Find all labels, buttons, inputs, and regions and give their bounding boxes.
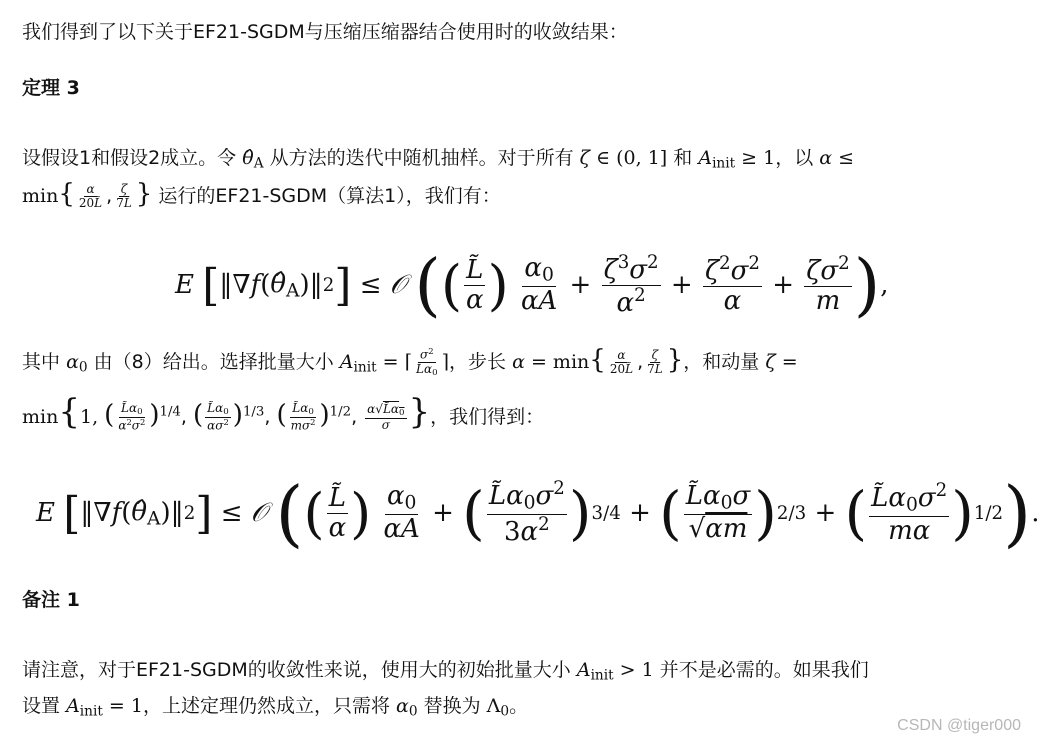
remark-line-2: 设置 $A_{init} = 1$，上述定理仍然成立，只需将 $\alpha_0$ 替换为 $\Lambda_0$。 [22, 695, 529, 720]
intro-paragraph: 我们得到了以下关于EF21-SGDM与压缩压缩器结合使用时的收敛结果： [22, 21, 628, 43]
theorem-statement-line-1: 设假设1和假设2成立。令 $\thetâ_A$ 从方法的迭代中随机抽样。对于所有 ζ ∈ (0, 1] 和 $A_{init} \ge 1$，以 α ≤ [22, 147, 855, 172]
remark-heading: 备注 1 [22, 589, 80, 611]
batch-size-line-2: min{1, ( $\frac{L̃\alpha_0}{\alpha^2\sigma^2}$ )$^{1/4}$, ( $\frac{L̃\alpha_0}{\alpha\sigma^2}$ )$^{1/3}$, ( $\frac{L̃\alpha_0}{m\sigma^2}$ )$^{1/2}$, $\frac{\alpha√L̃\alpha_0}{\sigma}$ }，我们得到： [22, 392, 545, 434]
batch-size-line-1: 其中 $\alpha_0$ 由（8）给出。选择批量大小 $A_{init}$ = ⌈ $\frac{\sigma^2}{L̃\alpha_0}$ ⌉，步长 α = min{ $\frac{\alpha}{20L̃}$ , $\frac{\zeta}{7L̃}$ }，和动量 ζ = [22, 345, 798, 378]
equation-bound-1: E [ ‖∇ f ( $\thetâ_A$ )‖ 2 ] ≤ 𝒪 ( ( $\frac{L̃}{\alpha}$ ) $\frac{\alpha_0}{\alpha A}$ + $\frac{\zeta^3\sigma^2}{\alpha^2}$ + $\frac{\zeta^2\sigma^2}{\alpha}$ + $\frac{\zeta\sigma^2}{m}$ ) , [175, 245, 889, 325]
theorem-statement-line-2: min{ $\frac{\alpha}{20L̃}$ , $\frac{\zeta}{7L̃}$ } 运行的EF21-SGDM（算法1），我们有： [22, 179, 501, 210]
theorem-heading: 定理 3 [22, 77, 80, 99]
remark-line-1: 请注意，对于EF21-SGDM的收敛性来说，使用大的初始批量大小 $A_{init} > 1$ 并不是必需的。如果我们 [22, 659, 869, 684]
csdn-watermark: CSDN @tiger000 [897, 717, 1021, 734]
equation-bound-2: E [ ‖∇ f ( $\thetâ_A$ )‖ 2 ] ≤ 𝒪 ( ( $\frac{L̃}{\alpha}$ ) $\frac{\alpha_0}{\alpha A}$ + ( $\frac{L̃\alpha_0\sigma^2}{3\alpha^2}$ ) 3/4 + ( $\frac{L̃\alpha_0\sigma}{√\alpha m}$ ) 2/3 + ( $\frac{L̃\alpha_0\sigma^2}{m\alpha}$ ) 1/2 ) . [36, 471, 1039, 555]
